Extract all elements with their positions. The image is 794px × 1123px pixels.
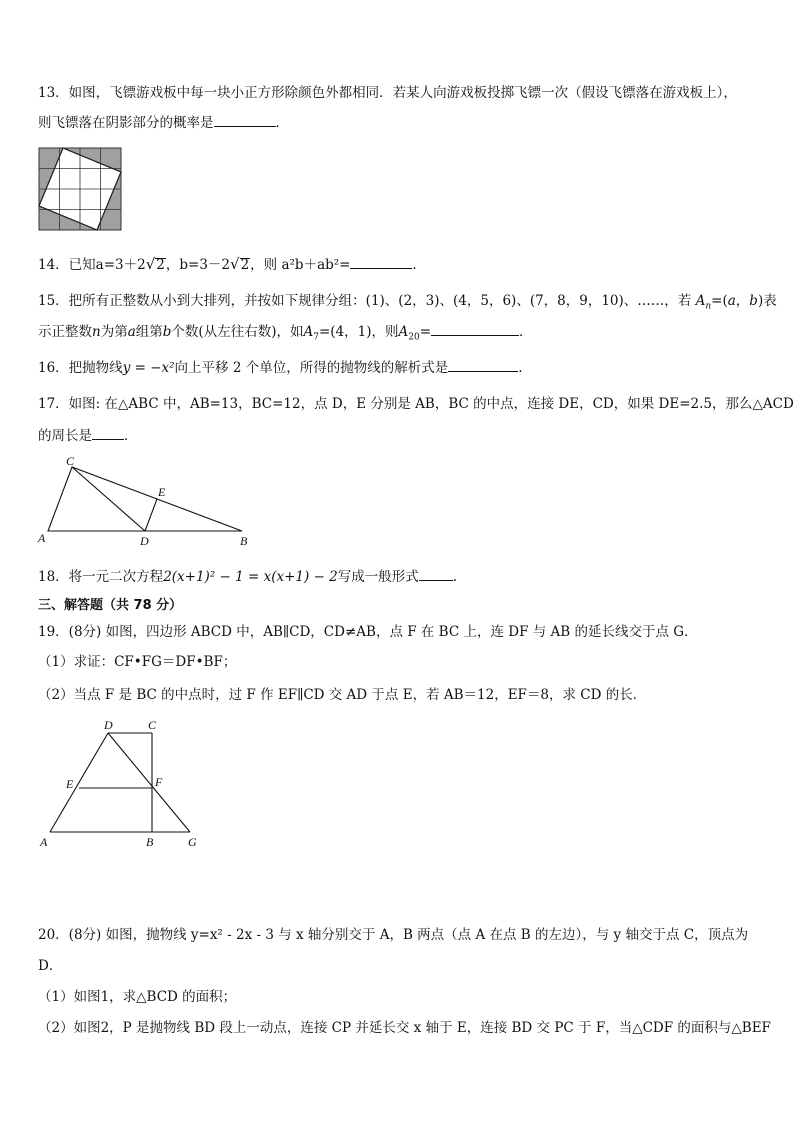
q16-end: .: [518, 360, 523, 376]
q15-A7: A: [303, 324, 314, 340]
q20-part1: （1）如图1，求△BCD 的面积；: [38, 989, 237, 1005]
q13-text: 则飞镖落在阴影部分的概率是: [38, 115, 214, 131]
q19-part2: （2）当点 F 是 BC 的中点时，过 F 作 EF∥CD 交 AD 于点 E，若 AB＝12，EF＝8，求 CD 的长．: [38, 687, 647, 703]
q14-radical2: 2: [240, 257, 250, 273]
q15-text-b: =(: [711, 293, 728, 309]
label-C: C: [66, 454, 75, 468]
answer-blank: [448, 358, 518, 372]
q17-text: 的周长是: [38, 428, 92, 444]
section-heading: 三、解答题（共 78 分）: [38, 598, 183, 613]
q15-comma: ，: [735, 293, 750, 309]
q17-line2: [38, 426, 138, 445]
q13-line2: [38, 113, 289, 132]
label-D: D: [104, 718, 113, 732]
label-A: A: [38, 531, 46, 545]
q15-text-d: 示正整数: [38, 324, 92, 340]
q15-end: ．: [519, 324, 533, 340]
label-G: G: [188, 835, 197, 849]
q16-expr: y = −x²: [122, 360, 175, 376]
q15-a: a: [727, 293, 736, 309]
q15-a2: a: [127, 324, 136, 340]
q15-line1: [38, 292, 777, 316]
q18-end: .: [452, 569, 458, 585]
q14-part1: 14．已知a=3＋2: [38, 257, 146, 273]
q15-b2: b: [162, 324, 172, 340]
q15-sub-n: n: [705, 301, 712, 312]
label-A: A: [40, 835, 48, 849]
answer-blank: [419, 567, 453, 581]
q15-sub-7: 7: [313, 332, 319, 343]
q20-line2: D．: [38, 958, 63, 974]
q19-line1: 19．(8分) 如图，四边形 ABCD 中，AB∥CD，CD≠AB，点 F 在 BC 上，连 DF 与 AB 的延长线交于点 G．: [38, 624, 698, 640]
q17-end: ．: [124, 428, 138, 444]
q15-text-h: =(4，1)，则: [318, 324, 399, 340]
label-D: D: [140, 534, 149, 548]
q15-text-i: =: [419, 324, 431, 340]
q14-end: ．: [412, 257, 426, 273]
q18-text-b: 写成一般形式: [337, 569, 419, 585]
q14-part2: ，b=3－2: [165, 257, 231, 273]
answer-blank: [92, 426, 124, 440]
q13-line1: 13．如图，飞镖游戏板中每一块小正方形除颜色外都相同．若某人向游戏板投掷飞镖一次（假设飞镖落在游戏板上），: [38, 85, 737, 101]
q14-radical1: 2: [156, 257, 165, 273]
q16-text-b: 向上平移 2 个单位，所得的抛物线的解析式是: [174, 360, 449, 376]
q16-line: [38, 358, 523, 377]
q14-part3: ，则 a²b＋ab²=: [250, 257, 351, 273]
q15-text-g: 个数(从左往右数)，如: [171, 324, 304, 340]
q18-line: [38, 567, 457, 586]
answer-blank: [350, 255, 412, 269]
label-E: E: [66, 777, 74, 791]
q20-line1: 20．(8分) 如图，抛物线 y=x² - 2x - 3 与 x 轴分别交于 A，B 两点（点 A 在点 B 的左边），与 y 轴交于点 C，顶点为: [38, 927, 749, 943]
q15-n: n: [92, 324, 101, 340]
answer-blank: [214, 113, 276, 127]
q15-A: A: [695, 293, 706, 309]
q20-part2: （2）如图2，P 是抛物线 BD 段上一动点，连接 CP 并延长交 x 轴于 E，连接 BD 交 PC 于 F，当△CDF 的面积与△BEF: [38, 1020, 771, 1036]
q15-text-a: 15．把所有正整数从小到大排列，并按如下规律分组：(1)、(2，3)、(4，5，6)、(7，8，9，10)、……，若: [38, 293, 696, 309]
label-B: B: [146, 835, 154, 849]
answer-blank: [431, 322, 519, 336]
q18-text-a: 18．将一元二次方程: [38, 569, 164, 585]
q15-sub-20: 20: [408, 332, 420, 343]
q15-text-e: 为第: [100, 324, 128, 340]
q15-line2: [38, 322, 533, 347]
q15-text-c: )表: [757, 293, 777, 309]
label-C: C: [148, 718, 157, 732]
label-B: B: [240, 534, 248, 548]
q15-b: b: [749, 293, 758, 309]
quadrilateral-abcd-figure: [38, 716, 208, 851]
q17-line1: 17．如图: 在△ABC 中，AB=13，BC=12，点 D，E 分别是 AB，BC 的中点，连接 DE，CD，如果 DE=2.5，那么△ACD: [38, 396, 794, 412]
q13-end: ．: [275, 115, 289, 131]
q16-text-a: 16．把抛物线: [38, 360, 123, 376]
label-E: E: [158, 485, 166, 499]
q15-text-f: 组第: [135, 324, 163, 340]
label-F: F: [155, 775, 163, 789]
q15-A20: A: [398, 324, 409, 340]
triangle-abc-figure: [36, 453, 256, 548]
dartboard-figure: [39, 148, 121, 230]
q18-expr: 2(x+1)² − 1 = x(x+1) − 2: [163, 569, 338, 585]
q14-line: 14．已知a=3＋2√2，b=3－2√2，则 a²b＋ab²= ．: [38, 255, 426, 273]
q19-part1: （1）求证：CF•FG＝DF•BF；: [38, 654, 237, 670]
